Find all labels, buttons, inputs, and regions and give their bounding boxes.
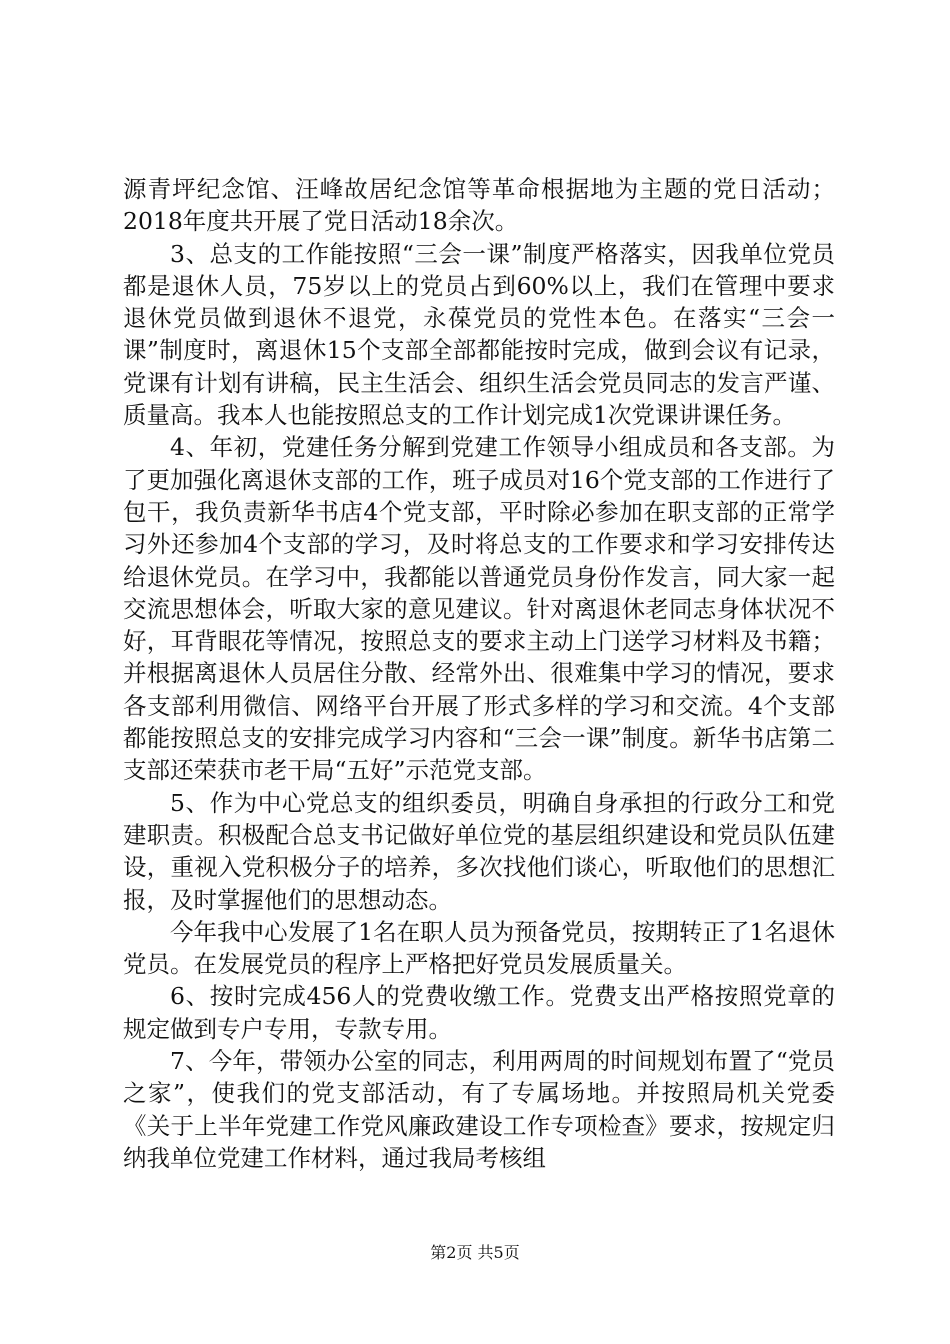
paragraph-continuation: 源青坪纪念馆、汪峰故居纪念馆等革命根据地为主题的党日活动；2018年度共开展了党日活动18余次。 <box>123 175 835 236</box>
document-body <box>123 173 835 1174</box>
paragraph-item-6: 6、按时完成456人的党费收缴工作。党费支出严格按照党章的规定做到专户专用，专款专用。 <box>123 982 835 1043</box>
paragraph-item-7: 7、今年，带领办公室的同志，利用两周的时间规划布置了“党员之家”，使我们的党支部活动，有了专属场地。并按照局机关党委《关于上半年党建工作党风廉政建设工作专项检查》要求，按规定归纳我单位党建工作材料，通过我局考核组 <box>123 1047 835 1172</box>
page-number-footer: 第2页 共5页 <box>430 1243 520 1262</box>
paragraph-item-4: 4、年初，党建任务分解到党建工作领导小组成员和各支部。为了更加强化离退休支部的工作，班子成员对16个党支部的工作进行了包干，我负责新华书店4个党支部，平时除必参加在职支部的正常学习外还参加4个支部的学习，及时将总支的工作要求和学习安排传达给退休党员。在学习中，我都能以普通党员身份作发言，同大家一起交流思想体会，听取大家的意见建议。针对离退休老同志身体状况不好，耳背眼花等情况，按照总支的要求主动上门送学习材料及书籍；并根据离退休人员居住分散、经常外出、很难集中学习的情况，要求各支部利用微信、网络平台开展了形式多样的学习和交流。4个支部都能按照总支的安排完成学习内容和“三会一课”制度。新华书店第二支部还荣获市老干局“五好”示范党支部。 <box>123 433 835 785</box>
paragraph-item-3: 3、总支的工作能按照“三会一课”制度严格落实，因我单位党员都是退休人员，75岁以上的党员占到60%以上，我们在管理中要求退休党员做到退休不退党，永葆党员的党性本色。在落实“三会一课”制度时，离退休15个支部全部都能按时完成，做到会议有记录，党课有计划有讲稿，民主生活会、组织生活会党员同志的发言严谨、质量高。我本人也能按照总支的工作计划完成1次党课讲课任务。 <box>123 239 835 430</box>
paragraph-item-5: 5、作为中心党总支的组织委员，明确自身承担的行政分工和党建职责。积极配合总支书记做好单位党的基层组织建设和党员队伍建设，重视入党积极分子的培养，多次找他们谈心，听取他们的思想汇报，及时掌握他们的思想动态。 <box>123 788 835 914</box>
paragraph-development: 今年我中心发展了1名在职人员为预备党员，按期转正了1名退休党员。在发展党员的程序上严格把好党员发展质量关。 <box>123 917 835 979</box>
